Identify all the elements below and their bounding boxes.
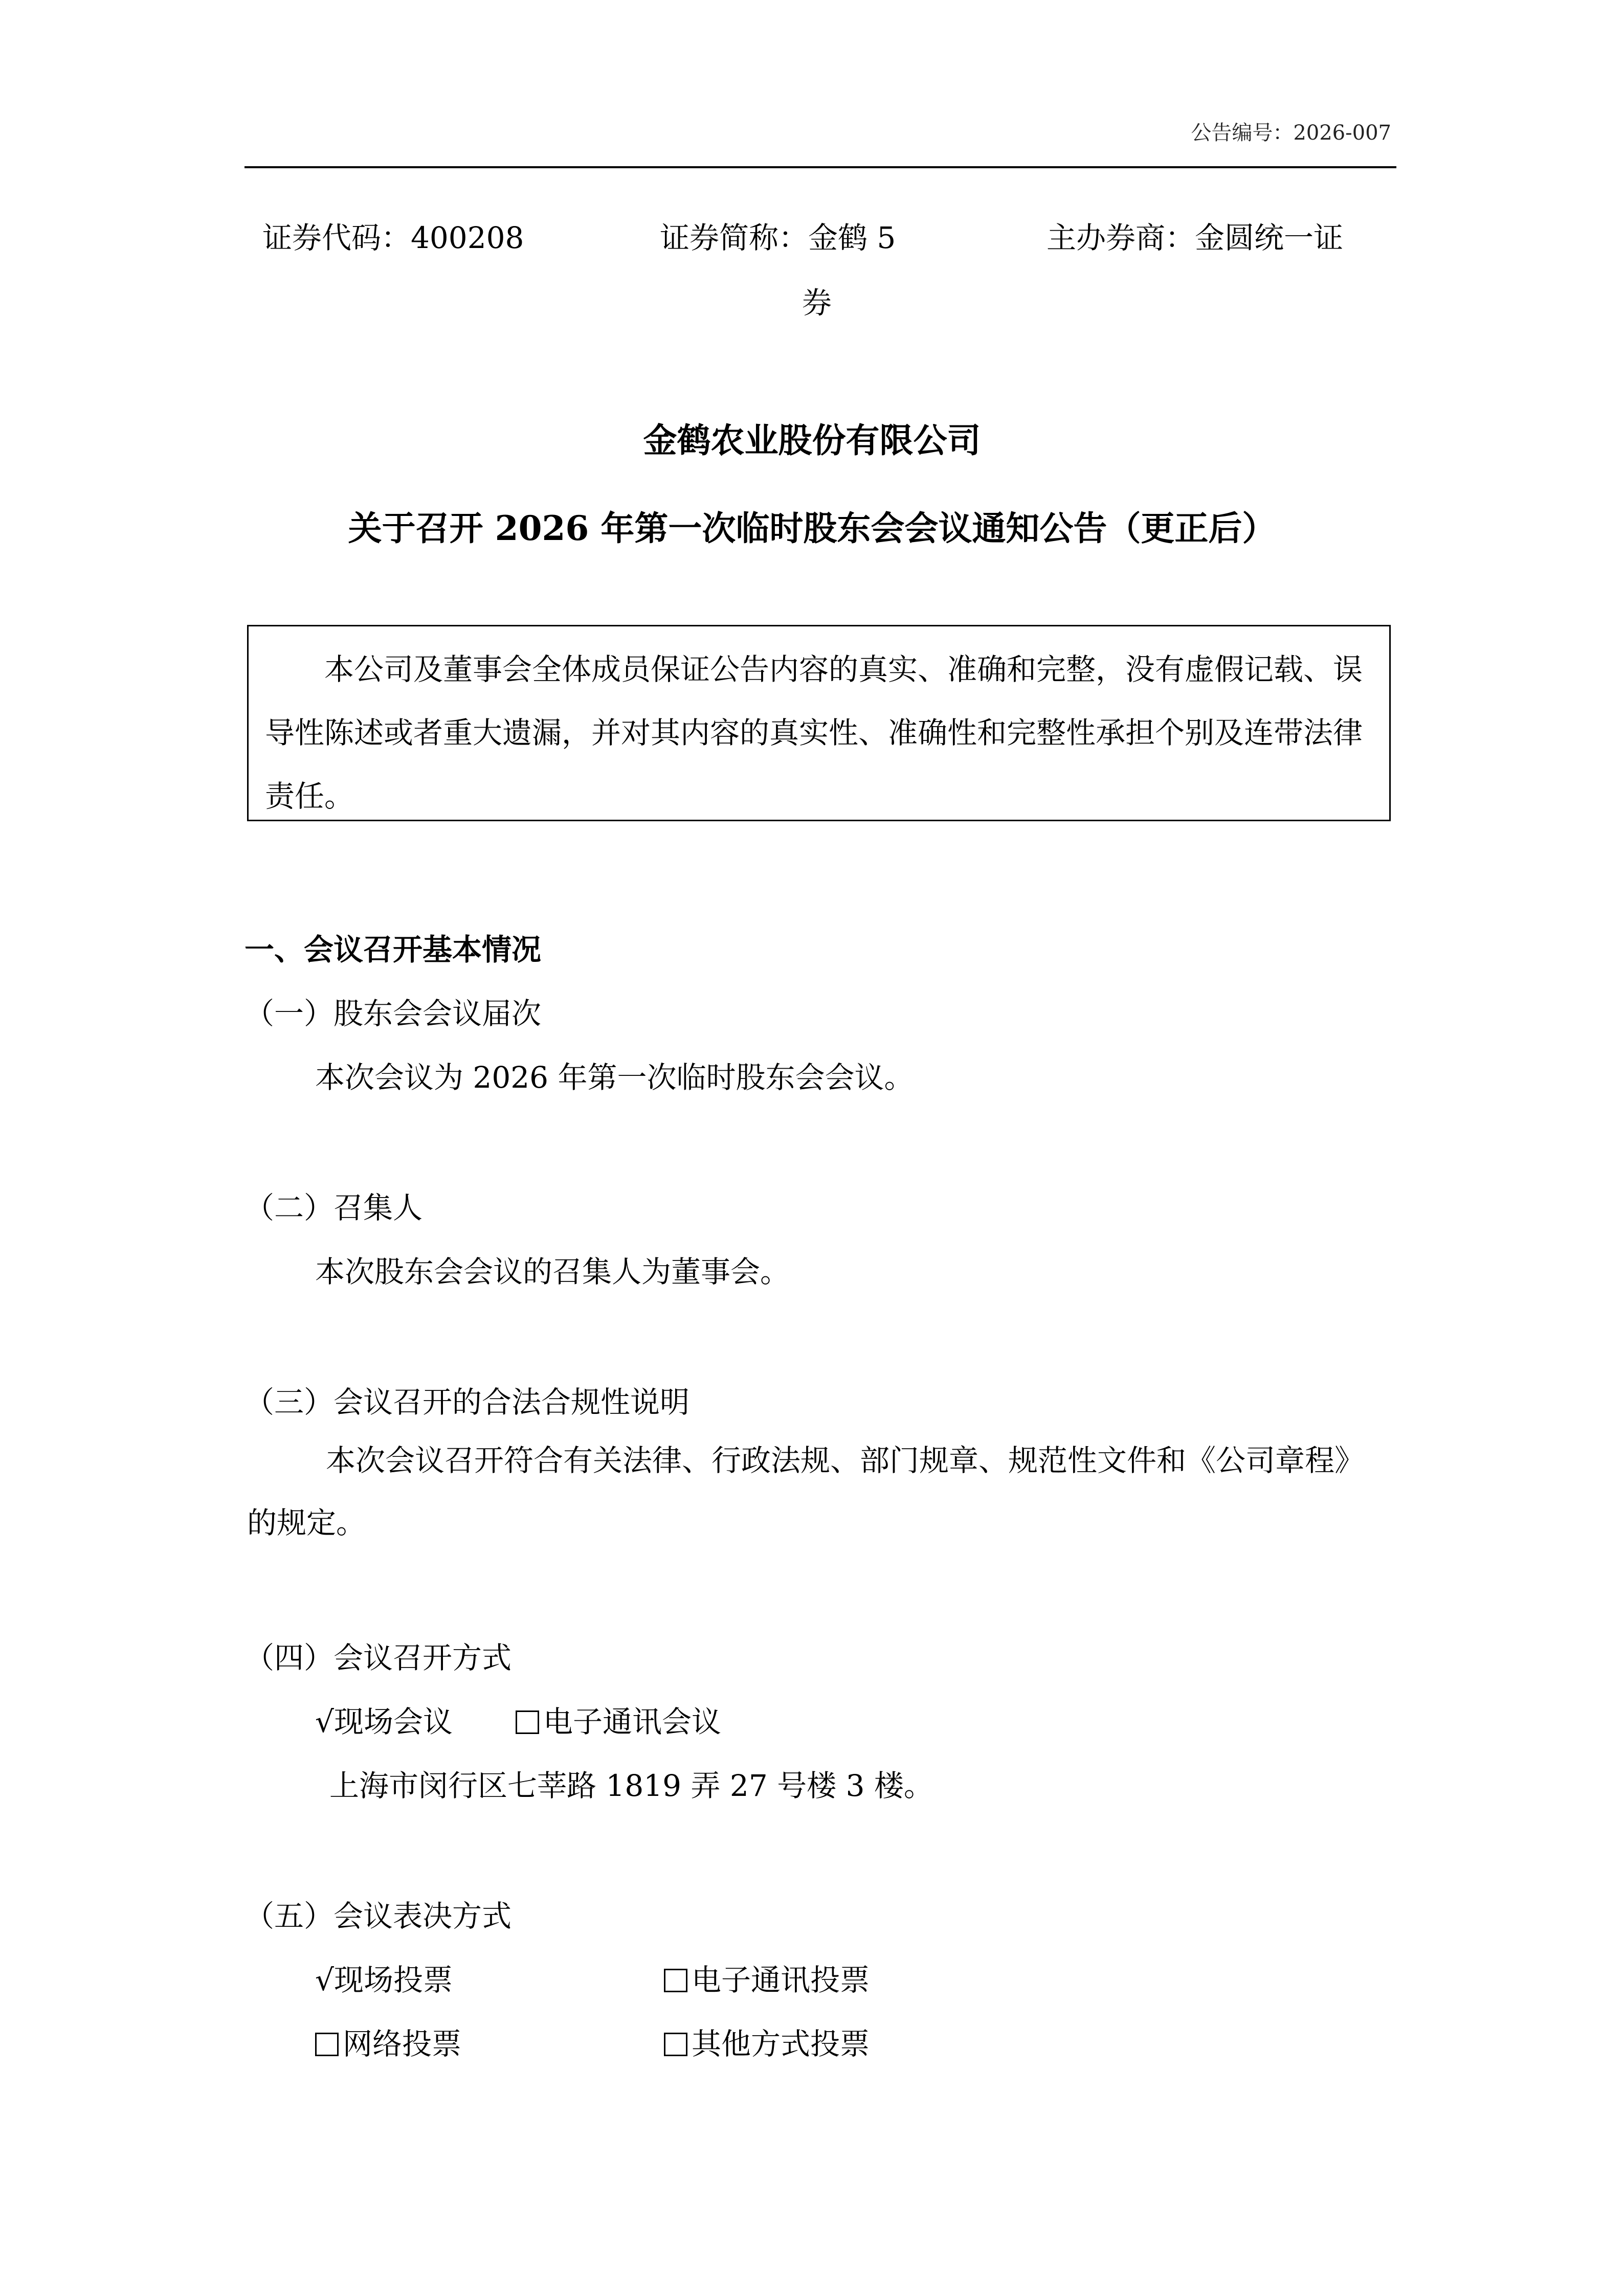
subsection-heading: （二）召集人 (244, 1190, 423, 1225)
option-label: 网络投票 (343, 2027, 462, 2061)
option-other-vote (664, 2020, 870, 2063)
company-title: 金鹤农业股份有限公司 (643, 420, 981, 460)
security-code: 证券代码：400208 (262, 220, 524, 255)
option-label: 电子通讯投票 (692, 1963, 870, 1997)
option-onsite-meeting-checked: √现场会议 (315, 1704, 453, 1739)
responsibility-statement (247, 625, 1391, 821)
checkbox-empty-icon (664, 1969, 687, 1992)
notice-title: 关于召开 2026 年第一次临时股东会会议通知公告（更正后） (348, 508, 1276, 548)
section-heading: 一、会议召开基本情况 (244, 932, 542, 967)
security-abbr: 证券简称：金鹤 5 (660, 220, 896, 255)
subsection-body: 本次会议召开符合有关法律、行政法规、部门规章、规范性文件和《公司章程》的规定。 (247, 1443, 1365, 1540)
option-label: 电子通讯会议 (543, 1704, 722, 1739)
checkbox-empty-icon (315, 2033, 339, 2056)
option-online-vote (315, 2020, 461, 2063)
option-onsite-vote-checked: √现场投票 (315, 1963, 453, 1997)
subsection-heading: （一）股东会会议届次 (244, 996, 542, 1031)
option-electronic-meeting (516, 1698, 721, 1741)
header-rule (244, 166, 1396, 168)
meeting-address: 上海市闵行区七莘路 1819 弄 27 号楼 3 楼。 (329, 1768, 933, 1803)
subsection-heading: （三）会议召开的合法合规性说明 (244, 1385, 690, 1420)
option-electronic-vote (664, 1956, 870, 1999)
subsection-body: 本次会议为 2026 年第一次临时股东会会议。 (315, 1060, 914, 1095)
checkbox-empty-icon (516, 1710, 539, 1734)
option-label: 其他方式投票 (692, 2027, 870, 2061)
checkbox-empty-icon (664, 2033, 687, 2056)
notice-number: 公告编号：2026-007 (1191, 121, 1391, 145)
subsection-body: 本次股东会会议的召集人为董事会。 (315, 1254, 790, 1289)
sponsor-broker: 主办券商：金圆统一证 (1047, 220, 1344, 255)
statement-text: 本公司及董事会全体成员保证公告内容的真实、准确和完整，没有虚假记载、误导性陈述或者重大遗漏，并对其内容的真实性、准确性和完整性承担个别及连带法律责任。 (265, 652, 1363, 814)
subsection-heading: （四）会议召开方式 (244, 1640, 512, 1675)
security-abbr-wrap: 券 (802, 285, 832, 320)
subsection-heading: （五）会议表决方式 (244, 1899, 512, 1933)
